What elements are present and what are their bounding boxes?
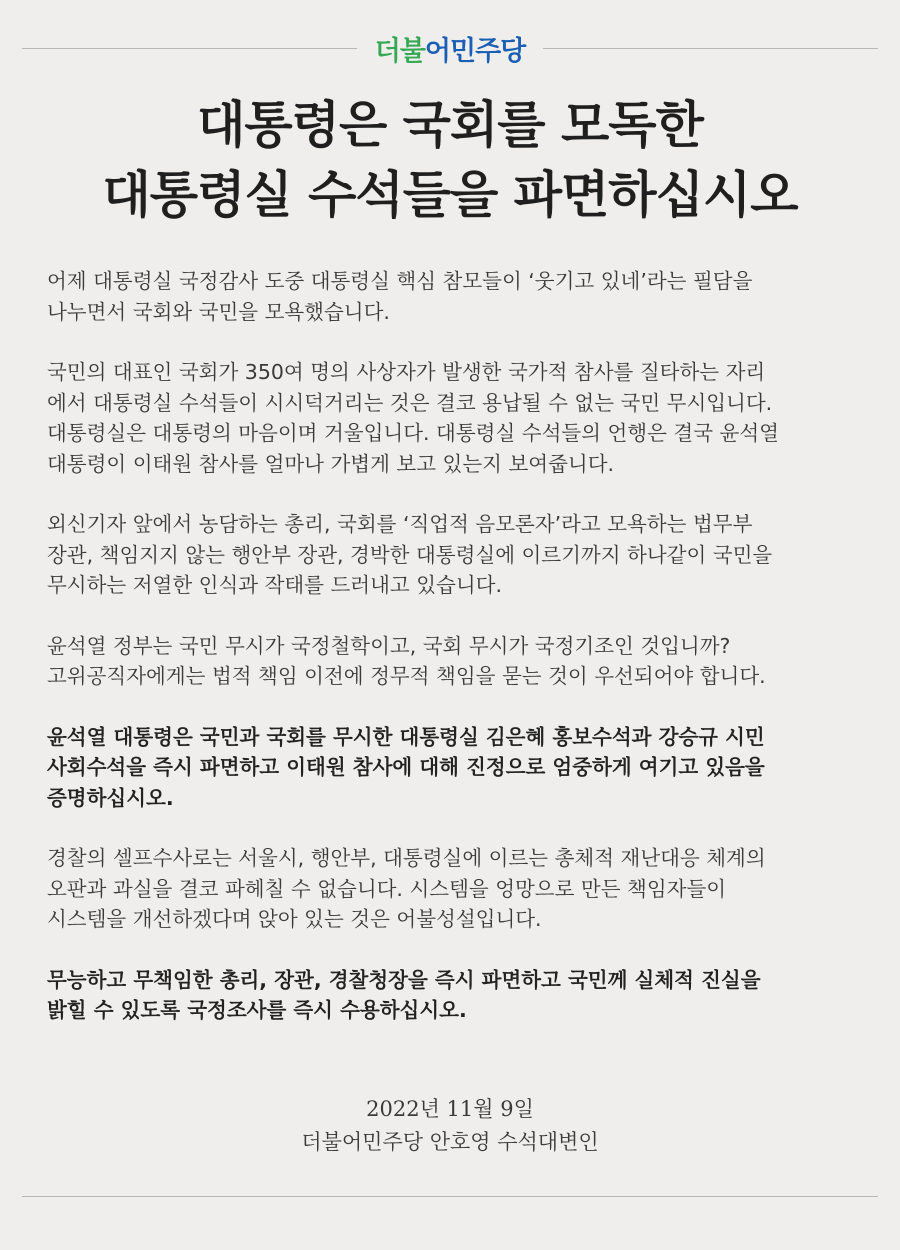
statement-date: 2022년 11월 9일: [366, 1097, 534, 1121]
paragraph-line: 어제 대통령실 국정감사 도중 대통령실 핵심 참모들이 ‘웃기고 있네’라는 필담을: [47, 269, 753, 293]
title-line-2: 대통령실 수석들을 파면하십시오: [102, 166, 798, 224]
header-rule-right: [543, 48, 878, 49]
paragraph-line: 대통령이 이태원 참사를 얼마나 가볍게 보고 있는지 보여줍니다.: [47, 451, 615, 476]
paragraph-line: 경찰의 셀프수사로는 서울시, 행안부, 대통령실에 이르는 총체적 재난대응 체계의: [47, 846, 766, 870]
paragraph-line: 무능하고 무책임한 총리, 장관, 경찰청장을 즉시 파면하고 국민께 실체적 진실을: [47, 967, 761, 992]
paragraph-line: 외신기자 앞에서 농담하는 총리, 국회를 ‘직업적 음모론자’라고 모욕하는 법무부: [47, 512, 753, 536]
paragraph-line: 장관, 책임지지 않는 행안부 장관, 경박한 대통령실에 이르기까지 하나같이 국민을: [47, 542, 773, 567]
paragraph-line: 윤석열 대통령은 국민과 국회를 무시한 대통령실 김은혜 홍보수석과 강승규 시민: [47, 724, 765, 749]
paragraph-line: 오판과 과실을 결코 파헤칠 수 없습니다. 시스템을 엉망으로 만든 책임자들이: [47, 876, 727, 901]
paragraph-line: 에서 대통령실 수석들이 시시덕거리는 것은 결코 용납될 수 없는 국민 무시입니다.: [47, 390, 773, 415]
paragraph: [47, 357, 867, 479]
paragraph: [47, 843, 867, 935]
paragraph-line: 고위공직자에게는 법적 책임 이전에 정무적 책임을 묻는 것이 우선되어야 합니다.: [47, 664, 766, 688]
page-title: [0, 90, 900, 230]
paragraph: [47, 509, 867, 601]
paragraph-line: 사회수석을 즉시 파면하고 이태원 참사에 대해 진정으로 엄중하게 여기고 있음을: [47, 755, 765, 779]
paragraph-line: 나누면서 국회와 국민을 모욕했습니다.: [47, 299, 390, 324]
header: [22, 28, 878, 68]
paragraph-line: 국민의 대표인 국회가 350여 명의 사상자가 발생한 국가적 참사를 질타하는 자리: [47, 360, 766, 384]
statement-body: [47, 266, 867, 1056]
paragraph-line: 시스템을 개선하겠다며 앉아 있는 것은 어불성설입니다.: [47, 907, 542, 931]
title-line-1: 대통령은 국회를 모독한: [197, 96, 703, 154]
header-rule-left: [22, 48, 357, 49]
signature-block: [0, 1093, 900, 1159]
party-logo: [357, 29, 544, 68]
paragraph-line: 윤석열 정부는 국민 무시가 국정철학이고, 국회 무시가 국정기조인 것입니까?: [47, 633, 731, 658]
logo-green-text: 더불: [374, 35, 425, 67]
paragraph: [47, 631, 867, 692]
paragraph: [47, 722, 867, 814]
logo-blue-text: 어민주당: [424, 35, 526, 67]
paragraph-line: 무시하는 저열한 인식과 작태를 드러내고 있습니다.: [47, 573, 502, 597]
paragraph-line: 증명하십시오.: [47, 785, 174, 810]
paragraph-line: 대통령실은 대통령의 마음이며 거울입니다. 대통령실 수석들의 언행은 결국 윤석열: [47, 421, 779, 445]
statement-speaker: 더불어민주당 안호영 수석대변인: [301, 1130, 599, 1154]
paragraph: [47, 266, 867, 327]
bottom-rule: [22, 1196, 878, 1197]
paragraph-line: 밝힐 수 있도록 국정조사를 즉시 수용하십시오.: [47, 998, 467, 1022]
paragraph: [47, 965, 867, 1026]
